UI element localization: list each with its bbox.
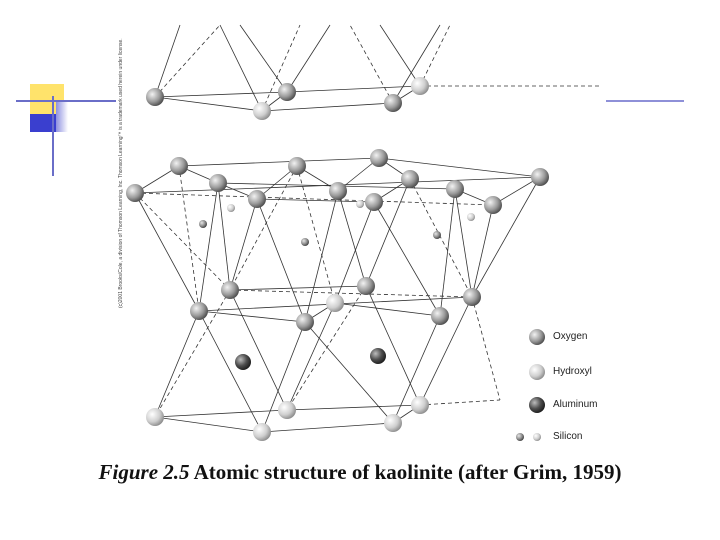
legend-oxygen-symbol [529,329,545,345]
oxygen-atom [357,277,375,295]
legend-label-hydroxyl: Hydroxyl [553,366,592,377]
legend-aluminum-symbol [529,397,545,413]
oxygen-atom [170,157,188,175]
oxygen-atom [401,170,419,188]
hydroxyl-atom [411,77,429,95]
legend-silicon-symbol-dark [516,433,524,441]
oxygen-atom [296,313,314,331]
oxygen-atom [146,88,164,106]
figure-label: Figure 2.5 [98,460,190,484]
oxygen-atom [463,288,481,306]
oxygen-atom [221,281,239,299]
legend-hydroxyl-symbol [529,364,545,380]
hydroxyl-atom [278,401,296,419]
bottom-hydroxyl-layer [146,396,429,441]
upper-oxygen-layer [126,149,549,214]
silicon-atoms [199,200,475,246]
oxygen-atom [431,307,449,325]
silicon-atom [467,213,475,221]
oxygen-atom [365,193,383,211]
oxygen-atom [126,184,144,202]
aluminum-atoms [235,348,386,370]
oxygen-atom [329,182,347,200]
hydroxyl-atom [253,102,271,120]
oxygen-atom [446,180,464,198]
aluminum-atom [235,354,251,370]
hydroxyl-atom [146,408,164,426]
figure-caption [0,460,720,485]
hydroxyl-atom [384,414,402,432]
oxygen-atom [384,94,402,112]
legend-label-silicon: Silicon [553,431,583,442]
oxygen-atom [288,157,306,175]
legend-symbols [516,329,545,441]
silicon-atom [356,200,364,208]
silicon-atom [433,231,441,239]
oxygen-atom [531,168,549,186]
caption-text: Atomic structure of kaolinite (after Grim, 1959) [193,460,622,484]
oxygen-atom [484,196,502,214]
aluminum-atom [370,348,386,364]
oxygen-atom [370,149,388,167]
oxygen-atom [209,174,227,192]
copyright-notice: (c)2001 Brooks/Cole, a division of Thomson Learning, Inc. Thomson Learning™ is a trademark used herein under license. [118,38,124,308]
silicon-atom [199,220,207,228]
oxygen-atom [278,83,296,101]
hydroxyl-atom [411,396,429,414]
legend-label-oxygen: Oxygen [553,331,588,342]
oxygen-atom [248,190,266,208]
hydroxyl-atom [326,294,344,312]
silicon-atom [301,238,309,246]
legend-silicon-symbol-light [533,433,541,441]
lower-oxygen-layer [190,277,481,331]
legend-label-aluminum: Aluminum [553,399,598,410]
silicon-atom [227,204,235,212]
hydroxyl-atom [253,423,271,441]
top-hydroxyl-layer [146,77,429,120]
oxygen-atom [190,302,208,320]
